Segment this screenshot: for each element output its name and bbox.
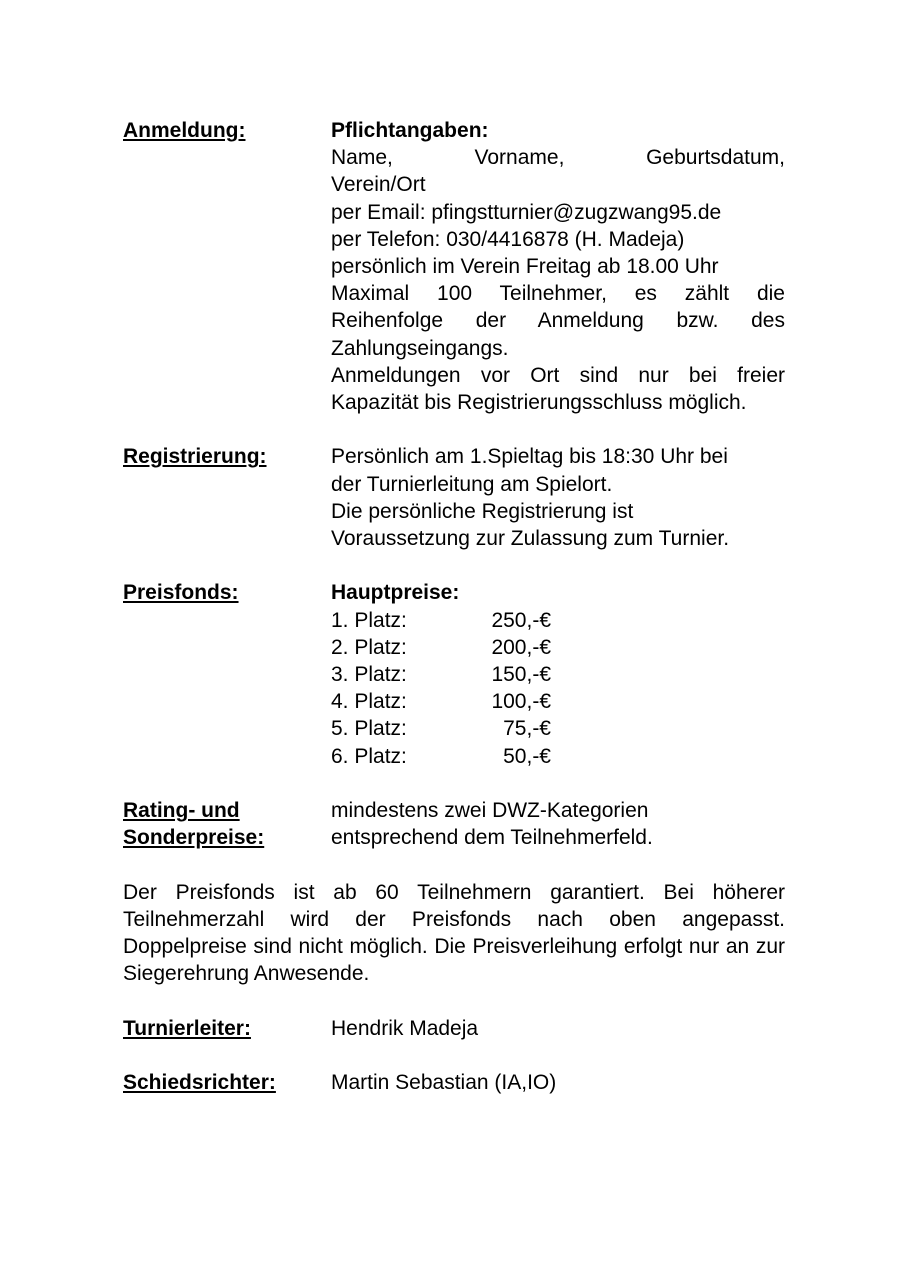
section-label-rating [123,797,331,851]
anmeldung-label: Anmeldung: [123,119,246,142]
turnierleiter-label: Turnierleiter: [123,1016,251,1040]
section-turnierleiter [123,1015,785,1042]
anmeldung-content [331,117,785,416]
section-label-preisfonds [123,579,331,606]
email-registration: per Email: pfingstturnier@zugzwang95.de [331,200,722,224]
preisfonds-content [331,579,785,769]
prize-place: 6. Platz: [331,744,407,768]
tournament-info [123,117,785,1096]
rating-line-2: entsprechend dem Teilnehmerfeld. [331,826,653,850]
rating-line-1: mindestens zwei DWZ-Kategorien [331,799,649,823]
prize-amount: 50,-€ [503,744,551,768]
section-preisfonds [123,579,785,769]
rating-label-line-2: Sonderpreise: [123,826,265,850]
registrierung-content [331,443,785,552]
prize-row [331,688,785,715]
prize-amount: 250,-€ [491,608,551,632]
guarantee-paragraph: Der Preisfonds ist ab 60 Teilnehmern garantiert. Bei höherer Teilnehmerzahl wird der Preisfonds nach oben angepasst. Doppelpreise sind nicht möglich. Die Preisverleihung erfolgt nur an zur Siegerehrung Anwesende. [123,880,785,986]
phone-registration: per Telefon: 030/4416878 (H. Madeja) [331,227,685,251]
prize-place: 1. Platz: [331,608,407,632]
schiedsrichter-label: Schiedsrichter: [123,1071,276,1095]
required-fields-line: Name, Vorname, Geburtsdatum, [331,146,785,170]
pflichtangaben-heading: Pflichtangaben: [331,119,489,142]
in-person-registration: persönlich im Verein Freitag ab 18.00 Uhr [331,255,719,279]
prize-row [331,661,785,688]
rating-content [331,797,785,851]
registrierung-label: Registrierung: [123,445,267,469]
section-anmeldung [123,117,785,416]
section-label-turnierleiter [123,1015,331,1042]
section-rating [123,797,785,851]
prize-place: 3. Platz: [331,663,407,687]
section-label-anmeldung [123,117,331,144]
turnierleiter-value: Hendrik Madeja [331,1016,479,1040]
prize-row [331,743,785,770]
section-registrierung [123,443,785,552]
section-schiedsrichter [123,1069,785,1096]
registrierung-line-3: Die persönliche Registrierung ist [331,499,634,523]
required-fields-line-2: Verein/Ort [331,173,426,197]
prize-amount: 150,-€ [491,663,551,687]
prize-place: 5. Platz: [331,717,407,741]
prize-amount: 75,-€ [503,717,551,741]
prize-row [331,634,785,661]
onsite-registration-text: Anmeldungen vor Ort sind nur bei freier Kapazität bis Registrierungsschluss möglich. [331,363,785,415]
registrierung-line-4: Voraussetzung zur Zulassung zum Turnier. [331,527,730,551]
max-participants-text: Maximal 100 Teilnehmer, es zählt die Reihenfolge der Anmeldung bzw. des Zahlungseingangs. [331,282,785,360]
registrierung-line-1: Persönlich am 1.Spieltag bis 18:30 Uhr bei [331,445,728,469]
hauptpreise-heading: Hauptpreise: [331,581,460,605]
prize-place: 2. Platz: [331,635,407,659]
section-label-registrierung [123,443,331,470]
registrierung-line-2: der Turnierleitung am Spielort. [331,472,613,496]
prize-amount: 200,-€ [491,635,551,659]
prize-row [331,607,785,634]
section-label-schiedsrichter [123,1069,331,1096]
schiedsrichter-value: Martin Sebastian (IA,IO) [331,1071,557,1095]
prize-amount: 100,-€ [491,690,551,714]
prize-place: 4. Platz: [331,690,407,714]
rating-label-line-1: Rating- und [123,799,240,823]
prize-row [331,715,785,742]
preisfonds-label: Preisfonds: [123,581,239,605]
